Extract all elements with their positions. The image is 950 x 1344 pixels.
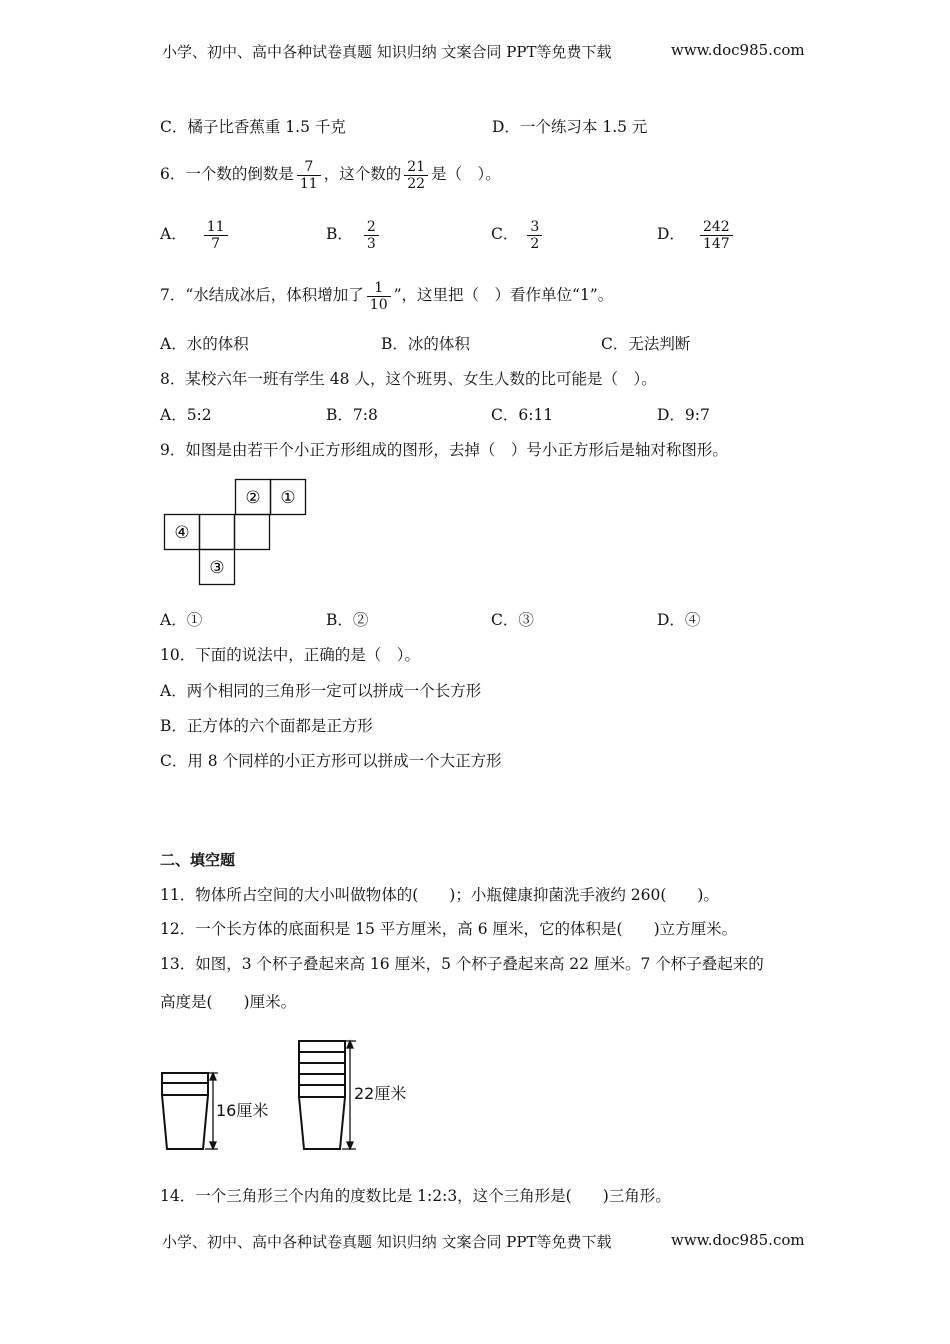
q6-opt-d-num: 242	[700, 219, 733, 236]
label-circle-2: ②	[245, 488, 261, 508]
q6-text-post: 是（ ）。	[431, 165, 501, 183]
q6-option-d	[657, 212, 736, 256]
q6-opt-b-label: B．	[326, 225, 353, 243]
q5-option-c: C．橘子比香蕉重 1.5 千克	[160, 118, 346, 136]
page-header-text: 小学、初中、高中各种试卷真题 知识归纳 文案合同 PPT等免费下载	[162, 43, 612, 61]
q10-question: 10．下面的说法中，正确的是（ ）。	[160, 646, 420, 664]
q12-question: 12．一个长方体的底面积是 15 平方厘米，高 6 厘米，它的体积是( )立方厘米。	[160, 920, 738, 938]
q10-option-a: A．两个相同的三角形一定可以拼成一个长方形	[160, 682, 482, 700]
q14-question: 14．一个三角形三个内角的度数比是 1:2:3，这个三角形是( )三角形。	[160, 1187, 671, 1205]
q6-fraction-1	[297, 159, 321, 192]
q6-f2-num: 21	[404, 159, 428, 176]
q6-opt-a-fraction	[204, 219, 228, 252]
q6-opt-c-label: C．	[491, 225, 519, 243]
cup-stack-3	[162, 1073, 208, 1149]
q7-f-den: 10	[369, 296, 388, 313]
q8-option-b: B．7:8	[326, 406, 378, 424]
q6-opt-c-fraction	[527, 219, 542, 252]
q9-option-b: B．②	[326, 611, 369, 629]
q10-option-c: C．用 8 个同样的小正方形可以拼成一个大正方形	[160, 752, 502, 770]
q13-cups-figure	[158, 1036, 418, 1156]
q8-option-c: C．6:11	[491, 406, 554, 424]
q5-option-d: D．一个练习本 1.5 元	[492, 118, 648, 136]
page-footer-url: www.doc985.com	[671, 1231, 805, 1249]
q6-opt-c-num: 3	[527, 219, 542, 236]
square-plain-b	[235, 515, 270, 550]
q7-option-c: C．无法判断	[601, 335, 691, 353]
q13-question-line2: 高度是( )厘米。	[160, 993, 297, 1011]
q7-text-pre: 7．“水结成冰后，体积增加了	[160, 286, 364, 304]
q9-option-a: A．①	[160, 611, 203, 629]
q6-opt-b-den: 3	[366, 235, 376, 252]
q13-question-line1: 13．如图，3 个杯子叠起来高 16 厘米，5 个杯子叠起来高 22 厘米。7 个杯子叠起来的	[160, 955, 764, 973]
label-circle-1: ①	[280, 488, 296, 508]
q6-opt-a-den: 7	[211, 235, 221, 252]
q6-opt-d-label: D．	[657, 225, 685, 243]
q6-f1-num: 7	[297, 159, 321, 176]
q8-question: 8．某校六年一班有学生 48 人，这个班男、女生人数的比可能是（ ）。	[160, 370, 657, 388]
q6-text-mid: ，这个数的	[323, 165, 402, 183]
label-circle-3: ③	[209, 558, 225, 578]
q7-fraction	[367, 280, 391, 313]
page-header-url: www.doc985.com	[671, 41, 805, 59]
q6-opt-b-num: 2	[364, 219, 379, 236]
q6-opt-d-den: 147	[702, 235, 730, 252]
q7-text-post: ”，这里把（ ）看作单位“1”。	[393, 286, 614, 304]
q6-option-c	[491, 212, 545, 256]
height-label-16: 16厘米	[216, 1101, 269, 1120]
q6-text-pre: 6．一个数的倒数是	[160, 165, 294, 183]
q8-option-a: A．5:2	[160, 406, 212, 424]
q6-question	[160, 152, 501, 196]
q10-option-b: B．正方体的六个面都是正方形	[160, 717, 373, 735]
q6-opt-b-fraction	[364, 219, 379, 252]
q7-option-a: A．水的体积	[160, 335, 249, 353]
height-label-22: 22厘米	[354, 1084, 407, 1103]
cup-stack-5	[299, 1041, 345, 1149]
q6-f1-den: 11	[299, 175, 318, 192]
q11-question: 11．物体所占空间的大小叫做物体的( )；小瓶健康抑菌洗手液约 260( )。	[160, 886, 719, 904]
square-plain-a	[200, 515, 235, 550]
q7-option-b: B．冰的体积	[381, 335, 470, 353]
q6-fraction-2	[404, 159, 428, 192]
q6-f2-den: 22	[407, 175, 426, 192]
page-footer-text: 小学、初中、高中各种试卷真题 知识归纳 文案合同 PPT等免费下载	[162, 1233, 612, 1251]
q6-opt-c-den: 2	[530, 235, 540, 252]
q6-option-a	[160, 212, 231, 256]
q6-opt-a-num: 11	[204, 219, 228, 236]
q7-question	[160, 273, 613, 317]
section-title: 二、填空题	[160, 851, 236, 869]
q9-squares-figure	[162, 478, 312, 590]
q6-opt-d-fraction	[700, 219, 733, 252]
q9-option-c: C．③	[491, 611, 534, 629]
q7-f-num: 1	[367, 280, 391, 297]
q9-option-d: D．④	[657, 611, 701, 629]
q9-question: 9．如图是由若干个小正方形组成的图形，去掉（ ）号小正方形后是轴对称图形。	[160, 441, 728, 459]
q6-opt-a-label: A．	[160, 225, 187, 243]
q8-option-d: D．9:7	[657, 406, 710, 424]
q6-option-b	[326, 212, 382, 256]
label-circle-4: ④	[174, 523, 190, 543]
